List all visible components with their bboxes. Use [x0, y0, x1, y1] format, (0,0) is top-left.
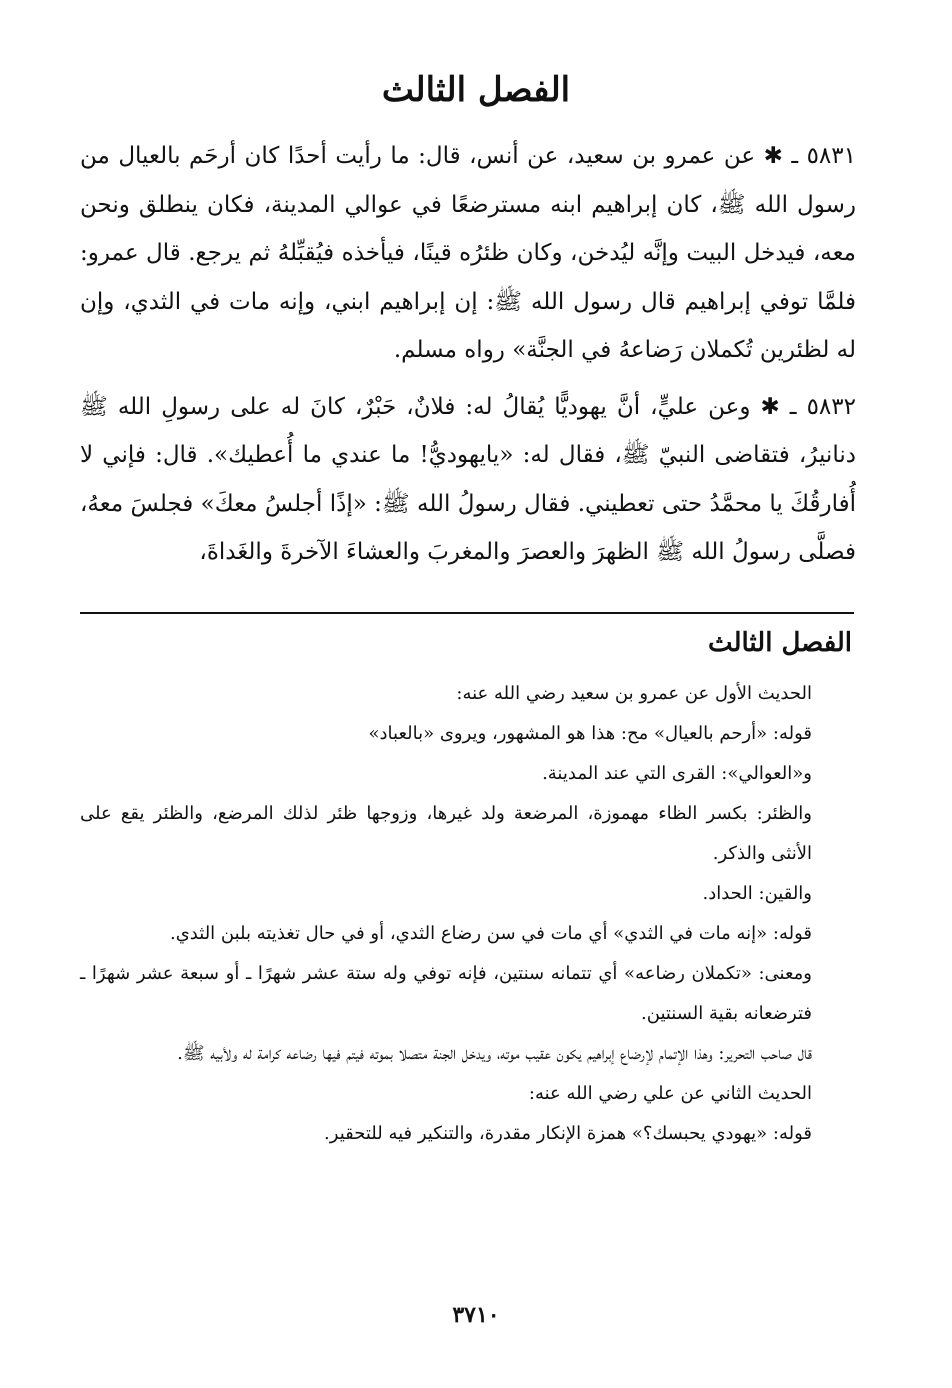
note-paragraph: و«العوالي»: القرى التي عند المدينة.	[542, 763, 812, 784]
page-number: ٣٧١٠	[452, 1302, 500, 1328]
commentary-block	[80, 674, 850, 1154]
footnote-divider	[80, 612, 854, 614]
note-paragraph: قوله: «يهودي يحبسك؟» همزة الإنكار مقدرة، والتنكير فيه للتحقير.	[324, 1123, 812, 1144]
note-paragraph: والظئر: بكسر الظاء مهموزة، المرضعة ولد غيرها، وزوجها ظئر لذلك المرضع، والظئر يقع على الأنثى والذكر.	[80, 803, 812, 864]
note-paragraph: والقين: الحداد.	[702, 883, 812, 904]
note-paragraph: قوله: «أرحم بالعيال» مح: هذا هو المشهور، ويروى «بالعباد»	[368, 723, 812, 744]
note-paragraph: الحديث الأول عن عمرو بن سعيد رضي الله عنه:	[456, 683, 812, 704]
note-paragraph: قوله: «إنه مات في الثدي» أي مات في سن رضاع الثدي، أو في حال تغذيته بلبن الثدي.	[170, 923, 812, 944]
note-paragraph: ومعنى: «تكملان رضاعه» أي تتمانه سنتين، فإنه توفي وله ستة عشر شهرًا ـ أو سبعة عشر شهرًا ـ فترضعانه بقية السنتين.	[80, 963, 812, 1024]
note-paragraph: قال صاحب التحرير: وهذا الإتمام لإرضاع إبراهيم يكون عقيب موته، ويدخل الجنة متصلا بموته فيتم فيها رضاعه كرامة له ولأبيه ﷺ.	[177, 1043, 812, 1064]
hadith-5832: ٥٨٣٢ ـ ✱ وعن عليٍّ، أنَّ يهوديًّا يُقالُ له: فلانٌ، حَبْرٌ، كانَ له على رسولِ الله ﷺ دنانيرُ، فتقاضى النبيّ ﷺ، فقال له: «يايهوديُّ! ما عندي ما أُعطيك». قال: فإني لا أُفارقُكَ يا محمَّدُ حتى تعطيني. فقال رسولُ الله ﷺ: «إذًا أجلسُ معكَ» فجلسَ معهُ، فصلَّى رسولُ الله ﷺ الظهرَ والعصرَ والمغربَ والعشاءَ الآخرةَ والغَداةَ،	[80, 393, 856, 565]
note-paragraph: الحديث الثاني عن علي رضي الله عنه:	[528, 1083, 812, 1104]
chapter-title: الفصل الثالث	[381, 70, 571, 110]
notes-title: الفصل الثالث	[708, 628, 852, 658]
main-text-block	[80, 132, 856, 577]
hadith-5831: ٥٨٣١ ـ ✱ عن عمرو بن سعيد، عن أنس، قال: ما رأيت أحدًا كان أرحَم بالعيال من رسول الله ﷺ، كان إبراهيم ابنه مسترضعًا في عوالي المدينة، فكان ينطلق ونحن معه، فيدخل البيت وإنَّه ليُدخن، وكان ظئرُه قينًا، فيأخذه فيُقبِّلهُ ثم يرجع. قال عمرو: فلمَّا توفي إبراهيم قال رسول الله ﷺ: إن إبراهيم ابني، وإنه مات في الثدي، وإن له لظئرين تُكملان رَضاعهُ في الجنَّة» رواه مسلم.	[80, 143, 856, 363]
